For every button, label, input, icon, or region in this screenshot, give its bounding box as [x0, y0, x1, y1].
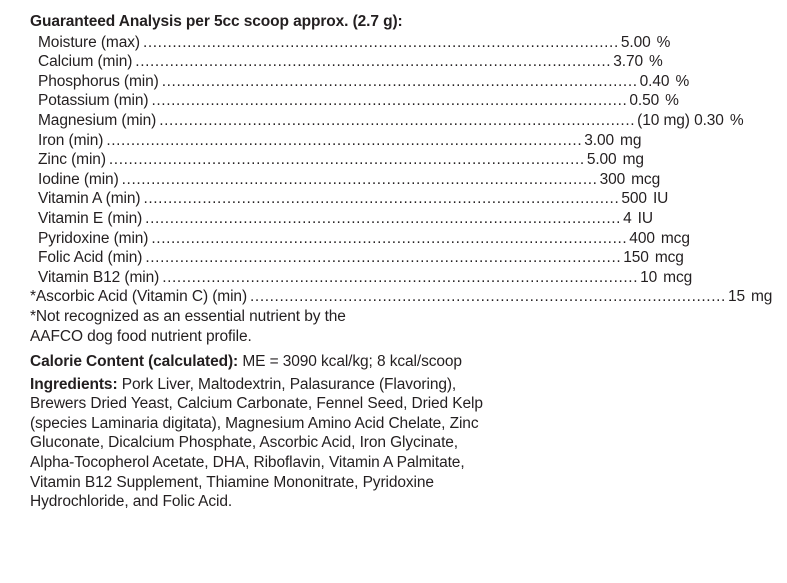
nutrient-value: 400 [629, 229, 655, 247]
nutrient-value: 4 [623, 209, 632, 227]
nutrient-unit: mcg [654, 249, 684, 267]
nutrient-name: Zinc (min) [38, 151, 106, 169]
leader-dots: ................................................................................................. [135, 53, 612, 71]
leader-dots: ................................................................................................. [162, 268, 639, 286]
nutrient-unit: IU [637, 209, 653, 227]
ingredients-list: Pork Liver, Maltodextrin, Palasurance (Flavoring), Brewers Dried Yeast, Calcium Carbonate, Fennel Seed, Dried Kelp (species Laminaria digitata), Magnesium Amino Acid Chelate, Zinc Gluconate, Dicalcium Phosphate, Ascorbic Acid, Iron Glycinate, Alpha-Tocopherol Acetate, DHA, Riboflavin, Vitamin A Palmitate, Vitamin B12 Supplement, Thiamine Mononitrate, Pyridoxine Hydrochloride, and Folic Acid. [30, 375, 483, 511]
leader-dots: ................................................................................................. [151, 92, 628, 110]
nutrient-row-potassium [38, 91, 679, 111]
nutrient-row-iodine [38, 170, 661, 190]
calorie-content-value: ME = 3090 kcal/kg; 8 kcal/scoop [238, 353, 462, 371]
ingredients-paragraph [30, 375, 495, 512]
leader-dots: ................................................................................................. [108, 151, 585, 169]
nutrient-value: 150 [623, 249, 649, 267]
nutrient-row-zinc [38, 150, 644, 170]
nutrient-unit: mg [750, 288, 773, 306]
nutrient-value: 0.50 [629, 92, 660, 110]
nutrient-row-iron [38, 131, 642, 151]
nutrient-name: *Ascorbic Acid (Vitamin C) (min) [30, 288, 248, 306]
ingredients-label: Ingredients: [30, 375, 118, 393]
nutrient-value: 500 [621, 190, 647, 208]
nutrient-name: Vitamin E (min) [38, 209, 143, 227]
footnote-line-1: *Not recognized as an essential nutrient by the [30, 307, 346, 325]
nutrient-row-vitamin-a [38, 189, 669, 209]
nutrient-unit: % [729, 111, 744, 129]
nutrient-row-phosphorus [38, 72, 690, 92]
nutrient-unit: % [665, 92, 679, 110]
nutrient-value: 3.70 [613, 53, 643, 71]
leader-dots: ................................................................................................. [145, 209, 622, 227]
leader-dots: ................................................................................................. [121, 170, 598, 188]
nutrient-name: Vitamin A (min) [38, 190, 141, 208]
nutrient-name: Phosphorus (min) [38, 72, 159, 90]
nutrient-row-ascorbic-acid [30, 287, 773, 307]
nutrient-unit: mcg [660, 229, 690, 247]
nutrition-label [30, 12, 773, 512]
leader-dots: ................................................................................................. [142, 33, 619, 51]
calorie-content [30, 352, 500, 372]
nutrient-unit: mg [620, 131, 642, 149]
leader-dots: ................................................................................................. [143, 190, 620, 208]
guaranteed-analysis-heading: Guaranteed Analysis per 5cc scoop approx. (2.7 g): [30, 13, 403, 30]
leader-dots: ................................................................................................. [151, 229, 628, 247]
nutrient-name: Pyridoxine (min) [38, 229, 149, 247]
nutrient-name: Moisture (max) [38, 33, 140, 51]
nutrient-value: 300 [599, 170, 626, 188]
nutrient-unit: mcg [663, 268, 693, 286]
nutrient-unit: % [656, 33, 671, 51]
leader-dots: ................................................................................................. [159, 111, 636, 129]
nutrient-name: Potassium (min) [38, 92, 149, 110]
nutrient-unit: % [649, 53, 663, 71]
leader-dots: ................................................................................................. [161, 72, 638, 90]
nutrient-value: (10 mg) 0.30 [637, 111, 724, 129]
nutrient-value: 10 [640, 268, 658, 286]
leader-dots: ................................................................................................. [106, 131, 583, 149]
nutrient-value: 0.40 [639, 72, 670, 90]
nutrient-row-vitamin-e [38, 209, 653, 229]
nutrient-row-moisture [38, 33, 671, 53]
nutrient-name: Vitamin B12 (min) [38, 268, 160, 286]
nutrient-unit: % [675, 72, 690, 90]
footnote-line-2: AAFCO dog food nutrient profile. [30, 327, 252, 345]
nutrient-unit: mg [622, 151, 644, 169]
nutrient-value: 15 [727, 288, 745, 306]
nutrient-value: 3.00 [584, 131, 615, 149]
nutrient-value: 5.00 [586, 151, 617, 169]
nutrient-row-vitamin-b12 [38, 268, 693, 288]
nutrient-row-folic-acid [38, 248, 684, 268]
nutrient-name: Iodine (min) [38, 170, 119, 188]
nutrient-row-magnesium [38, 111, 744, 131]
nutrient-name: Calcium (min) [38, 53, 133, 71]
leader-dots: ................................................................................................. [145, 249, 622, 267]
nutrient-name: Magnesium (min) [38, 111, 157, 129]
nutrient-value: 5.00 [620, 33, 651, 51]
nutrient-unit: IU [652, 190, 669, 208]
nutrient-table [30, 33, 773, 307]
nutrient-row-calcium [38, 52, 663, 72]
leader-dots: ................................................................................................. [250, 288, 726, 306]
nutrient-name: Folic Acid (min) [38, 249, 143, 267]
nutrient-unit: mcg [631, 170, 661, 188]
nutrient-row-pyridoxine [38, 229, 690, 249]
calorie-content-label: Calorie Content (calculated): [30, 353, 239, 371]
nutrient-name: Iron (min) [38, 131, 104, 149]
